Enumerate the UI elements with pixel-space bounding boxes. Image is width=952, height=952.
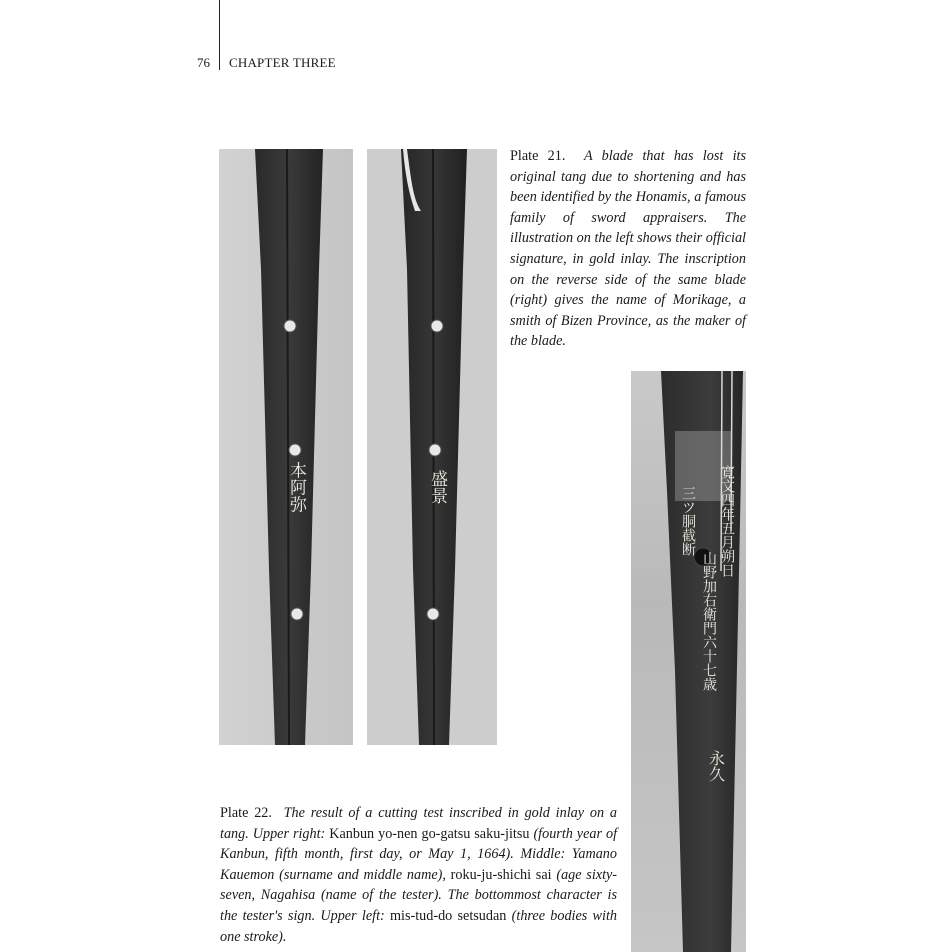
- plate-21-text: A blade that has lost its original tang due to shortening and has been identified by the Honamis, a famous family of sword appraisers. The illustration on the left shows their official signature, in gold inlay. The inscription on the reverse side of the same blade (right) gives the name of Morikage, a smith of Bizen Province, as the maker of the blade.: [510, 148, 746, 350]
- plate-22-text-2: Kanbun yo-nen go-gatsu saku-jitsu: [329, 825, 530, 842]
- plate-22-caption: [220, 803, 617, 947]
- right-tang-inscription-sign: 永久: [706, 750, 726, 782]
- right-tang-inscription-date: 寛文四年五月朔日: [719, 465, 735, 577]
- page-number: 76: [197, 55, 210, 70]
- photo-middle-tang: [367, 149, 497, 745]
- header-rule: [219, 0, 220, 70]
- plate-22-label: Plate 22.: [220, 805, 272, 821]
- plate-21-label: Plate 21.: [510, 148, 566, 164]
- chapter-title: CHAPTER THREE: [229, 55, 336, 70]
- plate-21-caption: [510, 146, 746, 352]
- plate-22-text-1: The result of a cutting test inscribed in gold inlay on a tang. Upper right:: [220, 805, 618, 842]
- right-tang-inscription-left: 三ツ胴截断: [680, 486, 696, 556]
- left-tang-inscription: 本阿弥: [286, 461, 306, 513]
- plate-22-text-7: (three bodies with one stroke).: [220, 907, 618, 945]
- plate-22-text-3: (fourth year of Kanbun, fifth month, first day, or May 1, 1664). Middle: Yamano Kauemon (surname and middle name),: [220, 825, 618, 883]
- plate-22-text-5: (age sixty-seven, Nagahisa (name of the tester). The bottommost character is the tester's sign. Upper left:: [220, 866, 618, 924]
- photo-left-tang: [219, 149, 353, 745]
- plate-22-text-4: roku-ju-shichi sai: [450, 866, 552, 883]
- photo-right-tang: [631, 371, 746, 952]
- plate-22-text-6: mis-tud-do setsudan: [390, 907, 507, 924]
- right-tang-inscription-tester: 山野加右衛門六十七歳: [701, 551, 717, 691]
- middle-tang-inscription: 盛景: [427, 470, 447, 504]
